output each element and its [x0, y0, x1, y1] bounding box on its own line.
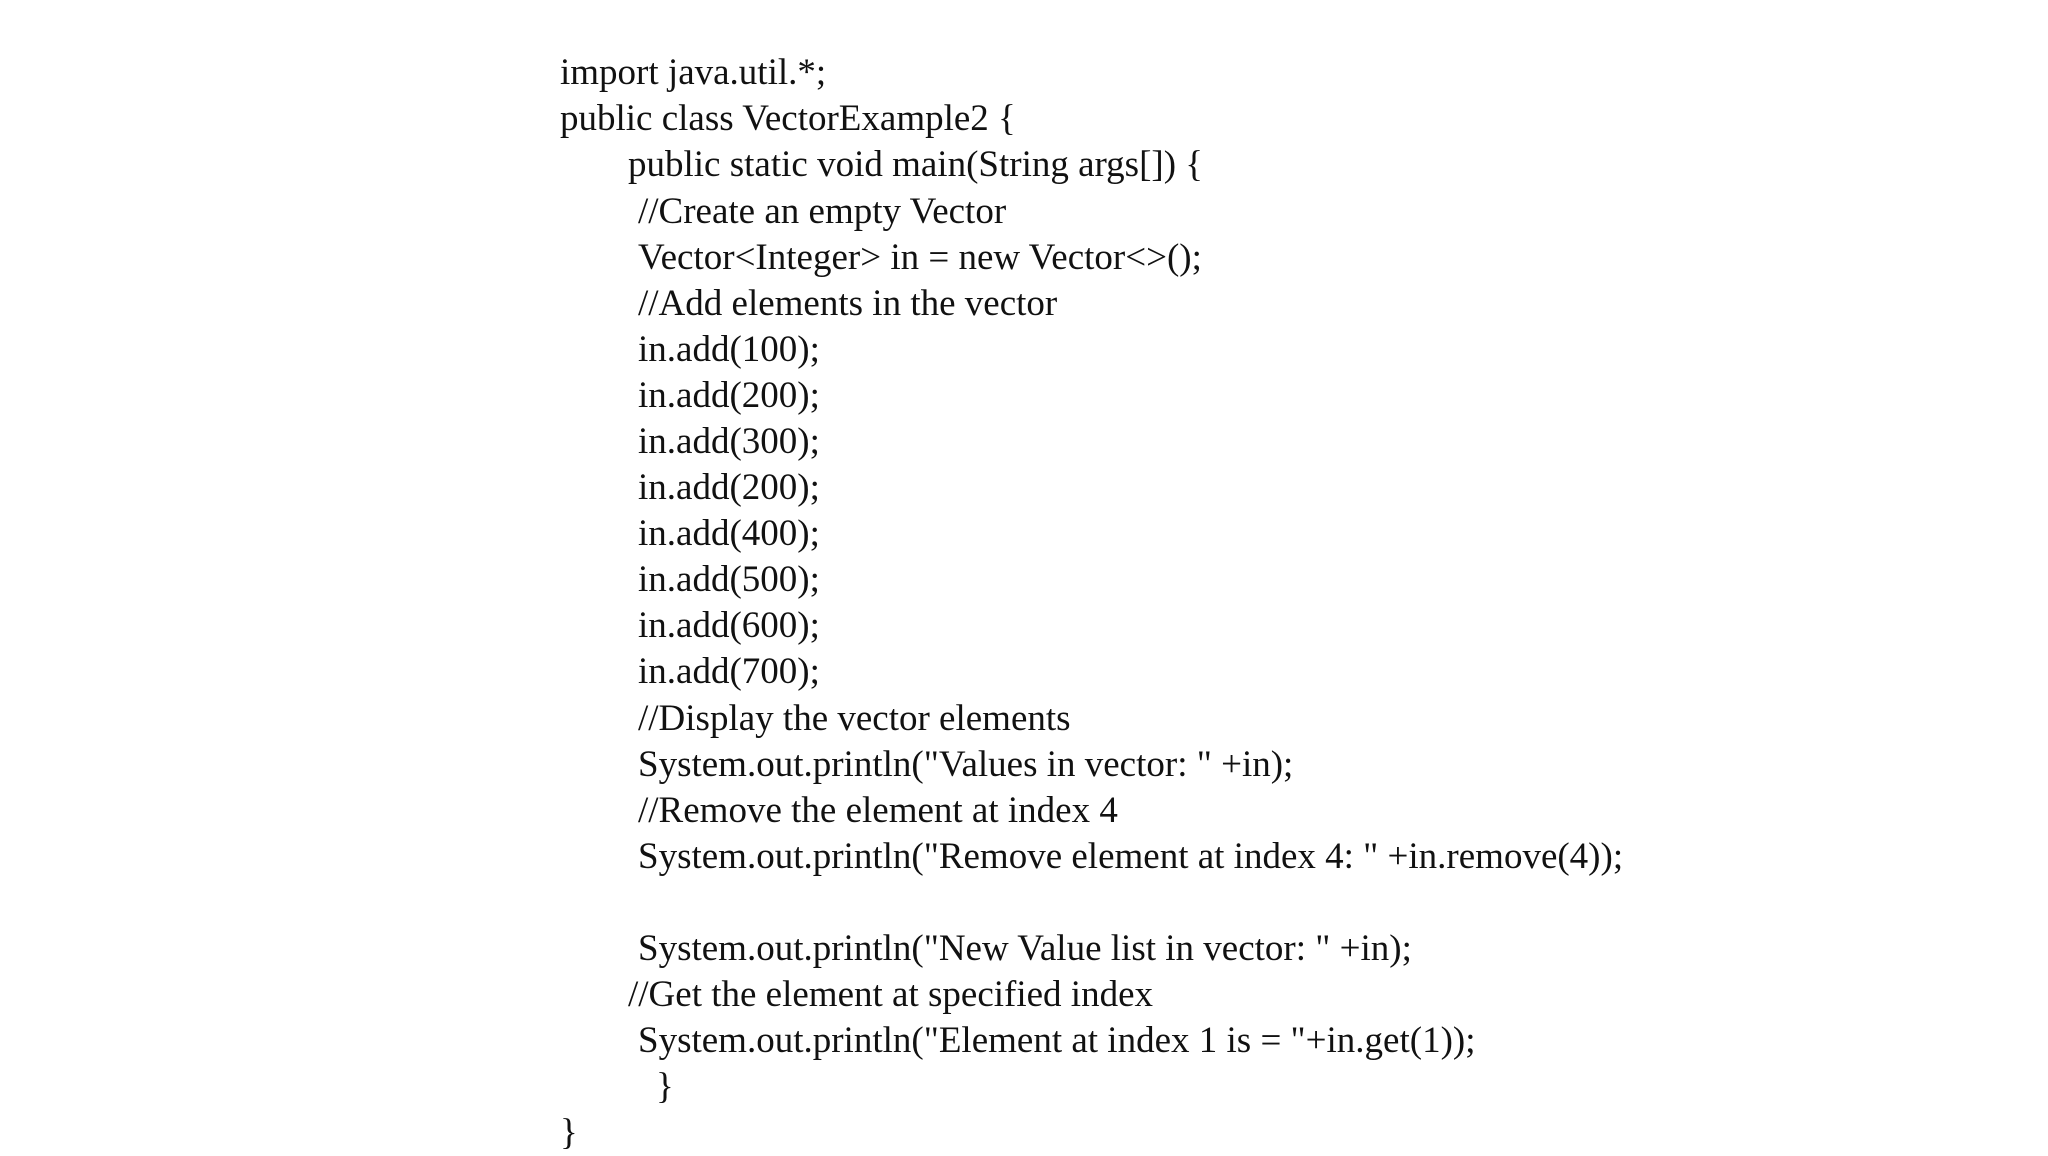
code-line-add-500: in.add(500); — [638, 559, 820, 600]
code-line-vector-declaration: Vector<Integer> in = new Vector<>(); — [638, 237, 1202, 278]
code-line-add-100: in.add(100); — [638, 329, 820, 370]
code-line-print-new-list: System.out.println("New Value list in vector: " +in); — [638, 928, 1412, 969]
code-comment-remove-element: //Remove the element at index 4 — [638, 790, 1118, 831]
code-line-add-400: in.add(400); — [638, 513, 820, 554]
code-line-print-get: System.out.println("Element at index 1 is = "+in.get(1)); — [638, 1020, 1476, 1061]
code-comment-create-vector: //Create an empty Vector — [638, 191, 1007, 232]
code-line-close-main: } — [656, 1066, 674, 1107]
code-line-import: import java.util.*; — [560, 52, 827, 93]
code-line-add-200: in.add(200); — [638, 375, 820, 416]
code-comment-add-elements: //Add elements in the vector — [638, 283, 1058, 324]
code-line-add-600: in.add(600); — [638, 605, 820, 646]
code-line-add-700: in.add(700); — [638, 651, 820, 692]
code-line-print-values: System.out.println("Values in vector: " +in); — [638, 744, 1294, 785]
code-line-add-200-again: in.add(200); — [638, 467, 820, 508]
code-line-class-declaration: public class VectorExample2 { — [560, 98, 1016, 139]
code-comment-display-elements: //Display the vector elements — [638, 698, 1071, 739]
code-line-main-method: public static void main(String args[]) { — [628, 144, 1204, 185]
code-comment-get-element: //Get the element at specified index — [628, 974, 1153, 1015]
code-line-add-300: in.add(300); — [638, 421, 820, 462]
code-line-close-class: } — [560, 1112, 578, 1153]
code-line-print-remove: System.out.println("Remove element at index 4: " +in.remove(4)); — [638, 836, 1624, 877]
